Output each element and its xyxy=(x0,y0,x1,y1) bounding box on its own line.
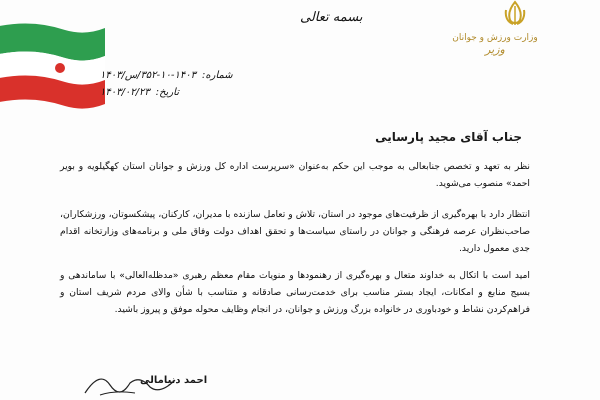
iran-flag-icon xyxy=(0,18,105,113)
emblem-icon xyxy=(500,0,530,28)
date-label: تاریخ: xyxy=(155,87,179,98)
ministry-header xyxy=(450,32,540,56)
number-value: ۳۵۲-۱۰-۱۴۰۳/س/۱۴۰۳ xyxy=(100,70,196,81)
date-value: ۱۴۰۳/۰۲/۲۳ xyxy=(100,87,150,98)
ministry-title: وزارت ورزش و جوانان xyxy=(452,33,538,43)
signer-name: احمد دنیامالی xyxy=(140,375,208,386)
date-row xyxy=(100,87,250,98)
paragraph: انتظار دارد با بهره‌گیری از ظرفیت‌های موجود در استان، تلاش و تعامل سازنده با مدیران، کارکنان، پیشکسوتان، ورزشکاران، صاحب‌نظران عرصه فرهنگی و جوانان در راستای سیاست‌ها و تحقق اهداف دولت وفاق ملی و برنامه‌های وزارتخانه اقدام جدی معمول دارید. xyxy=(60,209,530,254)
salutation: جناب آقای مجید پارسایی xyxy=(375,130,522,144)
letter-meta xyxy=(100,70,250,104)
paragraph: نظر به تعهد و تخصص جنابعالی به موجب این حکم به‌عنوان «سرپرست اداره کل ورزش و جوانان استان کهگیلویه و بویر احمد» منصوب می‌شوید. xyxy=(60,161,530,189)
basmala-heading: بسمه تعالی xyxy=(300,10,363,25)
number-row xyxy=(100,70,250,81)
paragraph: امید است با اتکال به خداوند متعال و بهره‌گیری از رهنمودها و منویات مقام معظم رهبری «مدظله‌العالی» با ساماندهی و بسیج منابع و امکانات، ایجاد بستر مناسب برای خدمت‌رسانی صادقانه و متناسب با شأن والای مردم شریف استان و فراهم‌کردن نشاط و خودباوری در خانواده بزرگ ورزش و جوانان، در انجام وظایف محوله موفق و پیروز باشید. xyxy=(60,270,530,315)
number-label: شماره: xyxy=(202,70,233,81)
letter-body xyxy=(60,158,530,328)
ministry-role: وزیر xyxy=(485,43,505,56)
